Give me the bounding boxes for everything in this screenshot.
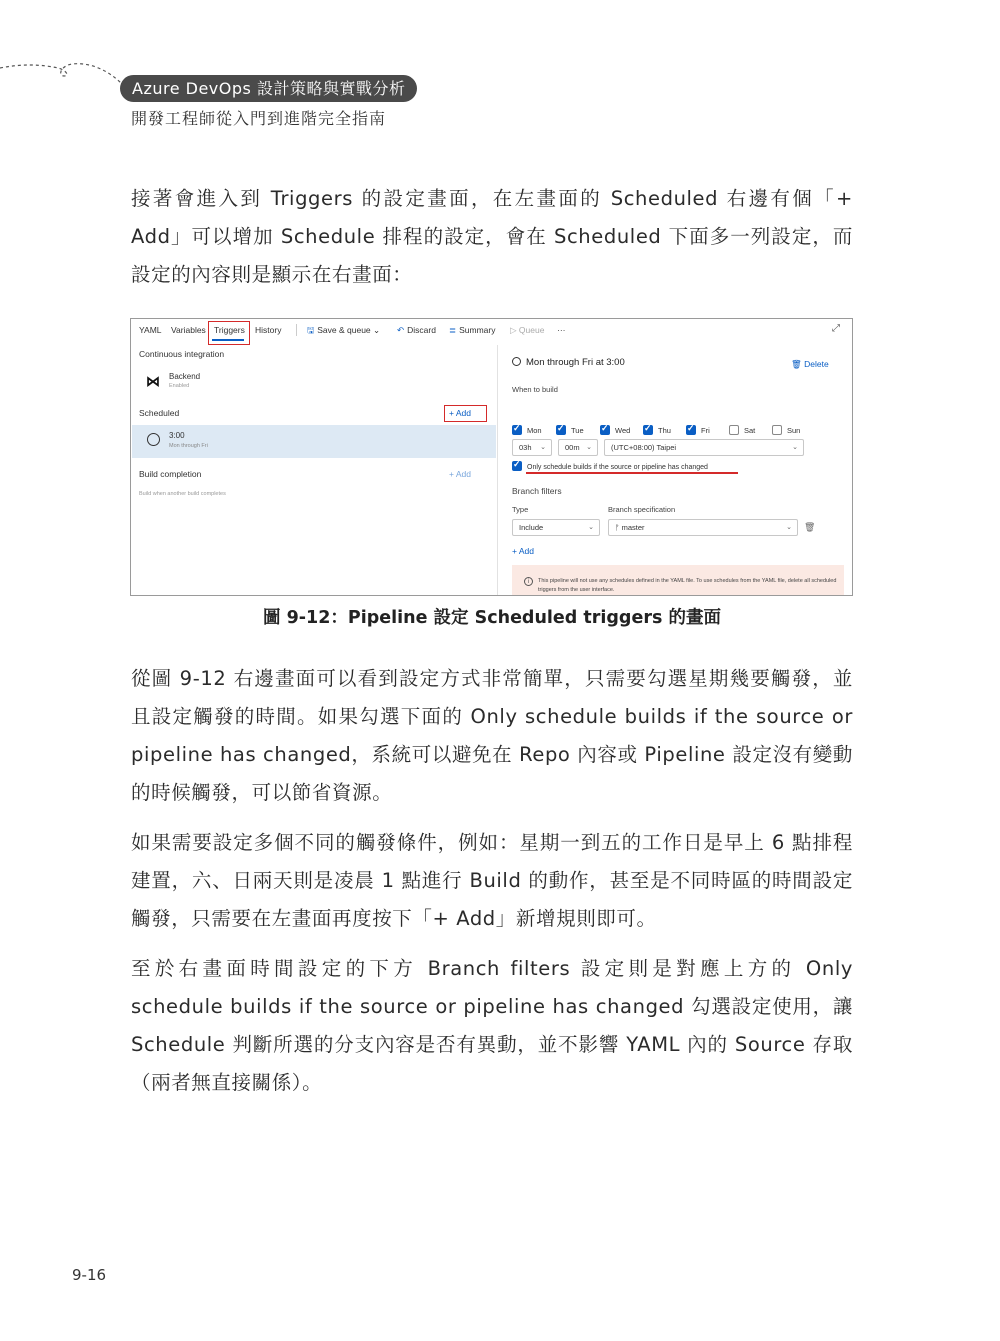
- checkbox-icon: [686, 425, 696, 435]
- add-branch-filter-button[interactable]: + Add: [512, 546, 534, 556]
- clock-icon: [147, 433, 160, 446]
- highlight-underline: [526, 472, 738, 474]
- triggers-highlight-box: [208, 321, 250, 345]
- day-label: Tue: [571, 426, 584, 435]
- tab-history[interactable]: History: [255, 325, 282, 335]
- day-label: Thu: [658, 426, 671, 435]
- active-tab-indicator: [212, 339, 244, 341]
- chevron-down-icon: ⌄: [373, 325, 381, 335]
- summary-label: Summary: [459, 325, 496, 335]
- timezone-select[interactable]: [604, 439, 804, 456]
- minute-select[interactable]: [558, 439, 598, 456]
- ci-label: Continuous integration: [139, 349, 225, 359]
- paragraph-explanation: 從圖 9-12 右邊畫面可以看到設定方式非常簡單，只需要勾選星期幾要觸發，並且設定觸發的時間。如果勾選下面的 Only schedule builds if the source or pipeline has changed，系統可以避免在 Repo 內容或 Pipeline 設定沒有變動的時候觸發，可以節省資源。: [131, 667, 853, 804]
- schedule-title-text: Mon through Fri at 3:00: [526, 357, 625, 368]
- schedule-row[interactable]: [132, 425, 496, 458]
- list-icon: ≣: [449, 325, 457, 335]
- toolbar-divider: [296, 324, 297, 336]
- book-title: Azure DevOps 設計策略與實戰分析: [120, 75, 417, 102]
- type-value: Include: [519, 523, 544, 532]
- chevron-down-icon: ⌄: [792, 444, 798, 451]
- schedule-title: [512, 357, 625, 368]
- type-select[interactable]: [512, 519, 600, 536]
- clock-icon: [512, 357, 521, 366]
- minute-value: 00m: [565, 443, 580, 452]
- paragraph-intro: 接著會進入到 Triggers 的設定畫面，在左畫面的 Scheduled 右邊有個「+ Add」可以增加 Schedule 排程的設定，會在 Scheduled 下面多一列設定，而設定的內容則是顯示在右畫面：: [131, 187, 853, 286]
- repo-status: Enabled: [169, 383, 190, 389]
- discard-button[interactable]: [397, 325, 436, 336]
- info-text: This pipeline will not use any schedules defined in the YAML file. To use schedules from the YAML file, delete all scheduled triggers from the user interface.: [538, 578, 837, 593]
- checkbox-icon: [512, 425, 522, 435]
- info-banner: [512, 565, 844, 596]
- repo-name[interactable]: Backend: [169, 372, 201, 381]
- day-checkbox-tue[interactable]: [556, 425, 584, 435]
- book-subtitle: 開發工程師從入門到進階完全指南: [131, 109, 387, 128]
- branch-icon: ᚠ: [615, 523, 622, 532]
- save-queue-button[interactable]: [307, 325, 380, 339]
- day-label: Mon: [527, 426, 542, 435]
- branch-filters-label: Branch filters: [512, 486, 562, 496]
- checkbox-icon: [643, 425, 653, 435]
- undo-icon: ↶: [397, 325, 405, 335]
- triggers-screenshot: [130, 318, 853, 596]
- hour-select[interactable]: [512, 439, 552, 456]
- summary-button[interactable]: [449, 325, 496, 336]
- branch-select[interactable]: [608, 519, 798, 536]
- delete-label: Delete: [804, 359, 829, 369]
- dashed-swirl-decoration: [0, 50, 130, 100]
- chevron-down-icon: ⌄: [540, 444, 546, 451]
- chevron-down-icon: ⌄: [786, 524, 792, 531]
- day-checkbox-wed[interactable]: [600, 425, 630, 435]
- day-checkbox-mon[interactable]: [512, 425, 542, 435]
- when-to-build-label: When to build: [512, 385, 558, 394]
- timezone-value: (UTC+08:00) Taipei: [611, 443, 677, 452]
- tab-triggers[interactable]: Triggers: [214, 325, 245, 335]
- checkbox-icon: [729, 425, 739, 435]
- discard-label: Discard: [407, 325, 436, 335]
- build-completion-label: Build completion: [139, 469, 202, 479]
- paragraph-branch-filters: 至於右畫面時間設定的下方 Branch filters 設定則是對應上方的 Only schedule builds if the source or pipeline has changed 勾選設定使用，讓 Schedule 判斷所選的分支內容是否有異動，並不影響 YAML 內的 Source 存取（兩者無直接關係）。: [131, 957, 853, 1094]
- add-highlight-box: [444, 405, 487, 422]
- chevron-down-icon: ⌄: [588, 524, 594, 531]
- info-icon: i: [524, 577, 533, 586]
- day-checkbox-sun[interactable]: [772, 425, 800, 435]
- visual-studio-icon: ⋈: [146, 373, 160, 389]
- hour-value: 03h: [519, 443, 532, 452]
- day-checkbox-fri[interactable]: [686, 425, 710, 435]
- pipeline-toolbar: [131, 319, 852, 343]
- page-number: 9-16: [72, 1266, 107, 1284]
- schedule-time: 3:00: [169, 431, 185, 440]
- schedule-detail-pane: [498, 345, 853, 596]
- only-if-changed-label: Only schedule builds if the source or pipeline has changed: [527, 464, 708, 471]
- paragraph-multiple-triggers: 如果需要設定多個不同的觸發條件，例如：星期一到五的工作日是早上 6 點排程建置，六、日兩天則是凌晨 1 點進行 Build 的動作，甚至是不同時區的時間設定觸發，只需要在左畫面再度按下「+ Add」新增規則即可。: [131, 831, 853, 930]
- remove-filter-icon[interactable]: 🗑: [804, 522, 816, 532]
- day-checkbox-thu[interactable]: [643, 425, 671, 435]
- checkbox-icon: [512, 461, 522, 471]
- only-if-changed-checkbox[interactable]: [512, 461, 708, 471]
- more-actions-button[interactable]: ···: [557, 325, 566, 335]
- day-label: Sat: [744, 426, 756, 435]
- trash-icon: 🗑: [791, 359, 805, 369]
- branch-spec-label: Branch specification: [608, 505, 676, 514]
- tab-yaml[interactable]: YAML: [139, 325, 162, 335]
- queue-button[interactable]: [510, 325, 544, 336]
- day-checkbox-sat[interactable]: [729, 425, 755, 435]
- add-build-completion-button[interactable]: + Add: [449, 469, 471, 479]
- chevron-down-icon: ⌄: [586, 444, 592, 451]
- queue-label: Queue: [518, 325, 545, 335]
- save-queue-label: Save & queue: [317, 325, 371, 335]
- build-completion-hint: Build when another build completes: [139, 491, 226, 497]
- play-icon: ▷: [510, 325, 519, 335]
- save-icon: 🖫: [307, 325, 315, 335]
- scheduled-label: Scheduled: [139, 408, 180, 418]
- checkbox-icon: [772, 425, 782, 435]
- schedule-days: Mon through Fri: [169, 443, 208, 449]
- delete-schedule-button[interactable]: [791, 359, 829, 370]
- checkbox-icon: [600, 425, 610, 435]
- checkbox-icon: [556, 425, 566, 435]
- add-schedule-button[interactable]: + Add: [449, 408, 471, 418]
- day-label: Sun: [787, 426, 801, 435]
- tab-variables[interactable]: Variables: [171, 325, 206, 335]
- figure-caption: 圖 9-12：Pipeline 設定 Scheduled triggers 的畫面: [263, 608, 721, 628]
- branch-value: master: [621, 523, 645, 532]
- day-label: Fri: [701, 426, 710, 435]
- type-label: Type: [512, 505, 529, 514]
- expand-icon[interactable]: ⤢: [832, 323, 840, 334]
- day-label: Wed: [615, 426, 631, 435]
